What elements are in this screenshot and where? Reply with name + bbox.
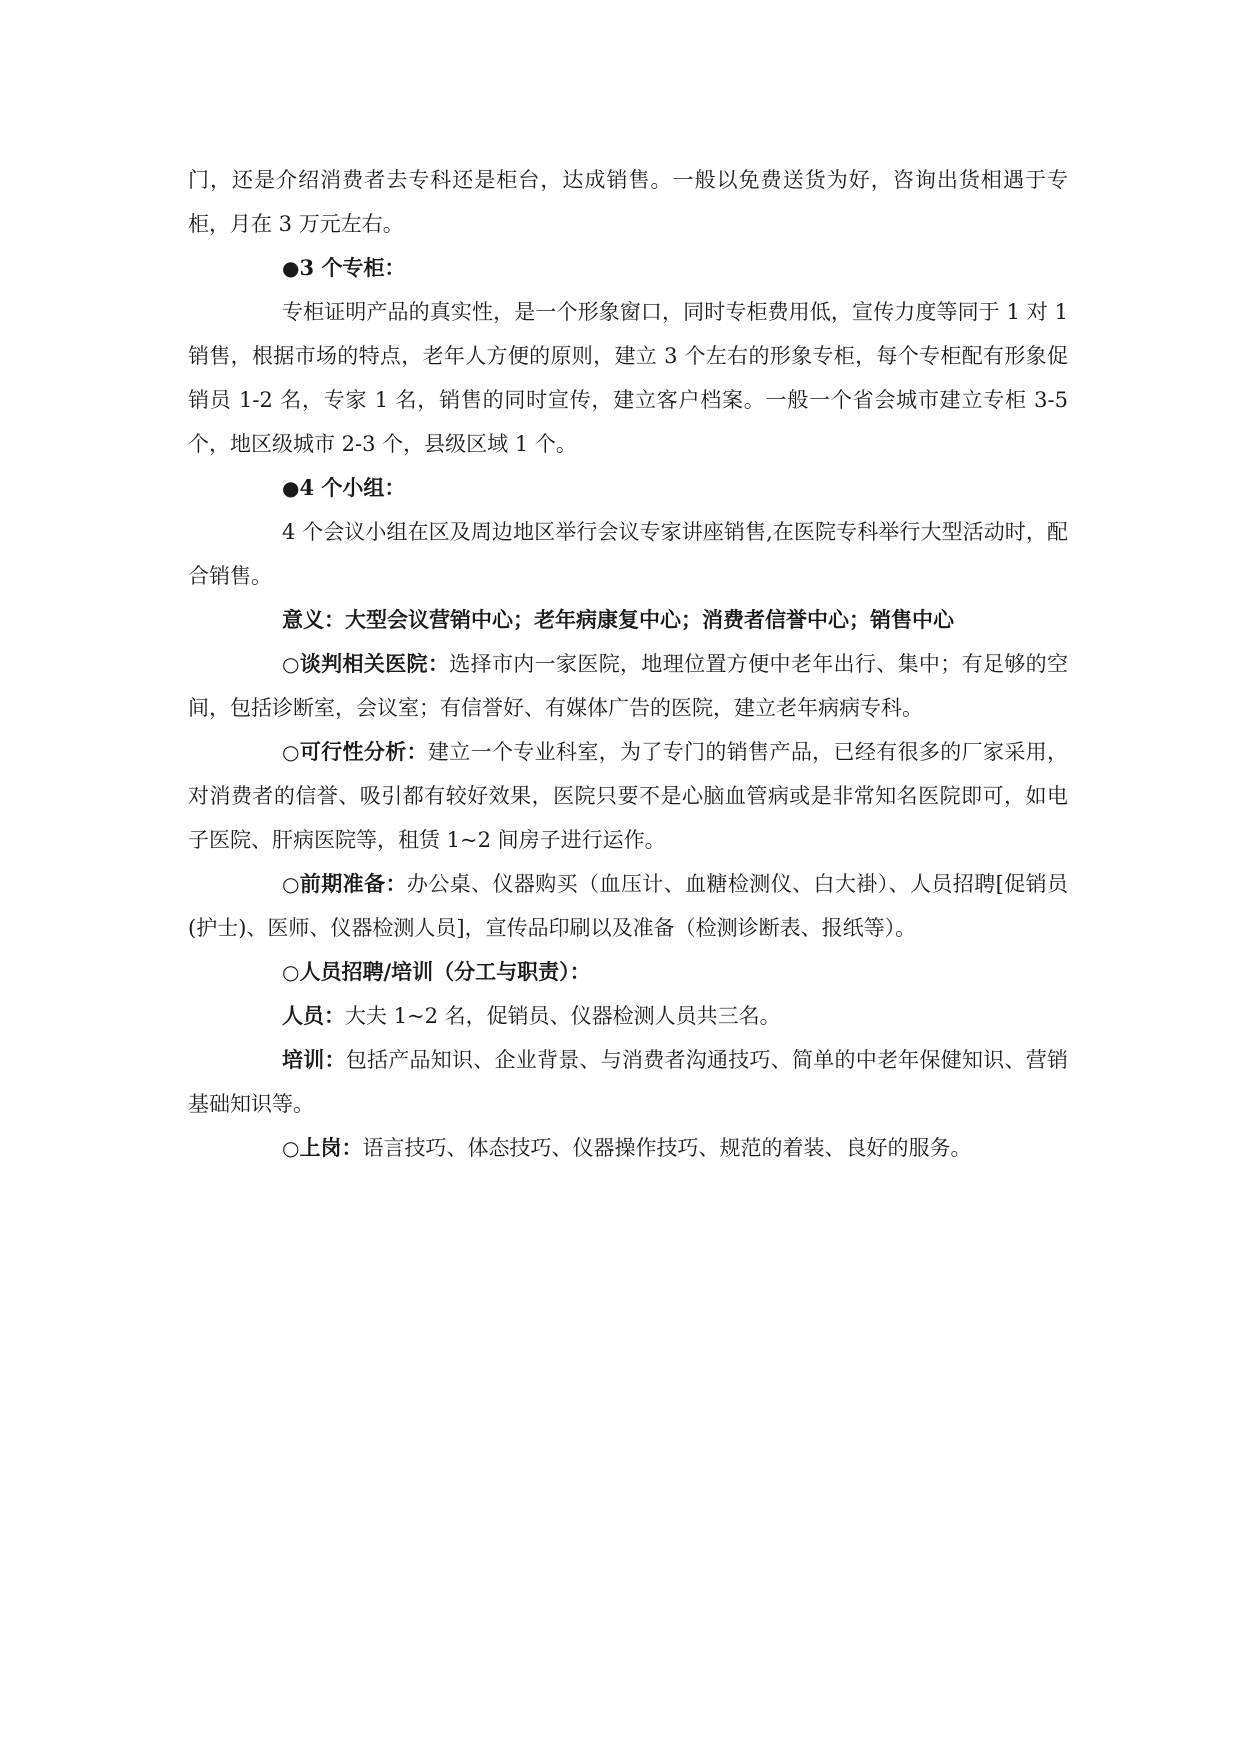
filled-bullet-icon: ● bbox=[282, 256, 300, 280]
paragraph-feasibility bbox=[188, 730, 1068, 862]
paragraph-training bbox=[188, 1038, 1068, 1126]
hollow-bullet-icon: ○ bbox=[282, 740, 300, 764]
negotiate-text: 选择市内一家医院，地理位置方便中老年出行、集中；有足够的空间，包括诊断室，会议室；有信誉好、有媒体广告的医院，建立老年病病专科。 bbox=[188, 652, 1069, 720]
staff-label: 人员： bbox=[282, 1003, 345, 1028]
prep-label: 前期准备： bbox=[299, 871, 407, 896]
paragraph-prep bbox=[188, 862, 1068, 950]
paragraph-staff bbox=[188, 994, 1068, 1038]
negotiate-label: 谈判相关医院： bbox=[299, 651, 450, 676]
paragraph-intro: 门，还是介绍消费者去专科还是柜台，达成销售。一般以免费送货为好，咨询出货相遇于专柜，月在 3 万元左右。 bbox=[188, 168, 1068, 236]
filled-bullet-icon: ● bbox=[282, 476, 300, 500]
heading-groups bbox=[188, 466, 1068, 510]
prep-text: 办公桌、仪器购买（血压计、血糖检测仪、白大褂）、人员招聘[促销员(护士)、医师、仪器检测人员]，宣传品印刷以及准备（检测诊断表、报纸等）。 bbox=[188, 872, 1069, 940]
training-text: 包括产品知识、企业背景、与消费者沟通技巧、简单的中老年保健知识、营销基础知识等。 bbox=[188, 1048, 1068, 1116]
feasibility-text: 建立一个专业科室，为了专门的销售产品，已经有很多的厂家采用，对消费者的信誉、吸引都有较好效果，医院只要不是心脑血管病或是非常知名医院即可，如电子医院、肝病医院等，租赁 1~2 间房子进行运作。 bbox=[188, 740, 1069, 852]
heading-counters-text: 3 个专柜： bbox=[299, 255, 406, 280]
onduty-text: 语言技巧、体态技巧、仪器操作技巧、规范的着装、良好的服务。 bbox=[362, 1136, 972, 1160]
recruit-label: 人员招聘/培训（分工与职责）： bbox=[299, 959, 591, 984]
staff-text: 大夫 1~2 名，促销员、仪器检测人员共三名。 bbox=[345, 1004, 781, 1028]
onduty-label: 上岗： bbox=[299, 1135, 363, 1160]
training-label: 培训： bbox=[282, 1047, 346, 1072]
feasibility-label: 可行性分析： bbox=[299, 739, 428, 764]
document-page bbox=[188, 158, 1068, 1170]
paragraph-counters: 专柜证明产品的真实性，是一个形象窗口，同时专柜费用低，宣传力度等同于 1 对 1 销售，根据市场的特点，老年人方便的原则，建立 3 个左右的形象专柜，每个专柜配有形象促销员 1-2 名，专家 1 名，销售的同时宣传，建立客户档案。一般一个省会城市建立专柜 3-5 个，地区级城市 2-3 个，县级区域 1 个。 bbox=[188, 300, 1068, 456]
paragraph-recruit bbox=[188, 950, 1068, 994]
paragraph-groups: 4 个会议小组在区及周边地区举行会议专家讲座销售,在医院专科举行大型活动时，配合销售。 bbox=[188, 520, 1068, 588]
hollow-bullet-icon: ○ bbox=[282, 872, 300, 896]
hollow-bullet-icon: ○ bbox=[282, 960, 300, 984]
paragraph-onduty bbox=[188, 1126, 1068, 1170]
hollow-bullet-icon: ○ bbox=[282, 652, 300, 676]
paragraph-negotiate bbox=[188, 642, 1068, 730]
heading-groups-text: 4 个小组： bbox=[299, 475, 406, 500]
hollow-bullet-icon: ○ bbox=[282, 1136, 300, 1160]
heading-counters bbox=[188, 246, 1068, 290]
meaning-line: 意义：大型会议营销中心；老年病康复中心；消费者信誉中心；销售中心 bbox=[282, 607, 954, 632]
